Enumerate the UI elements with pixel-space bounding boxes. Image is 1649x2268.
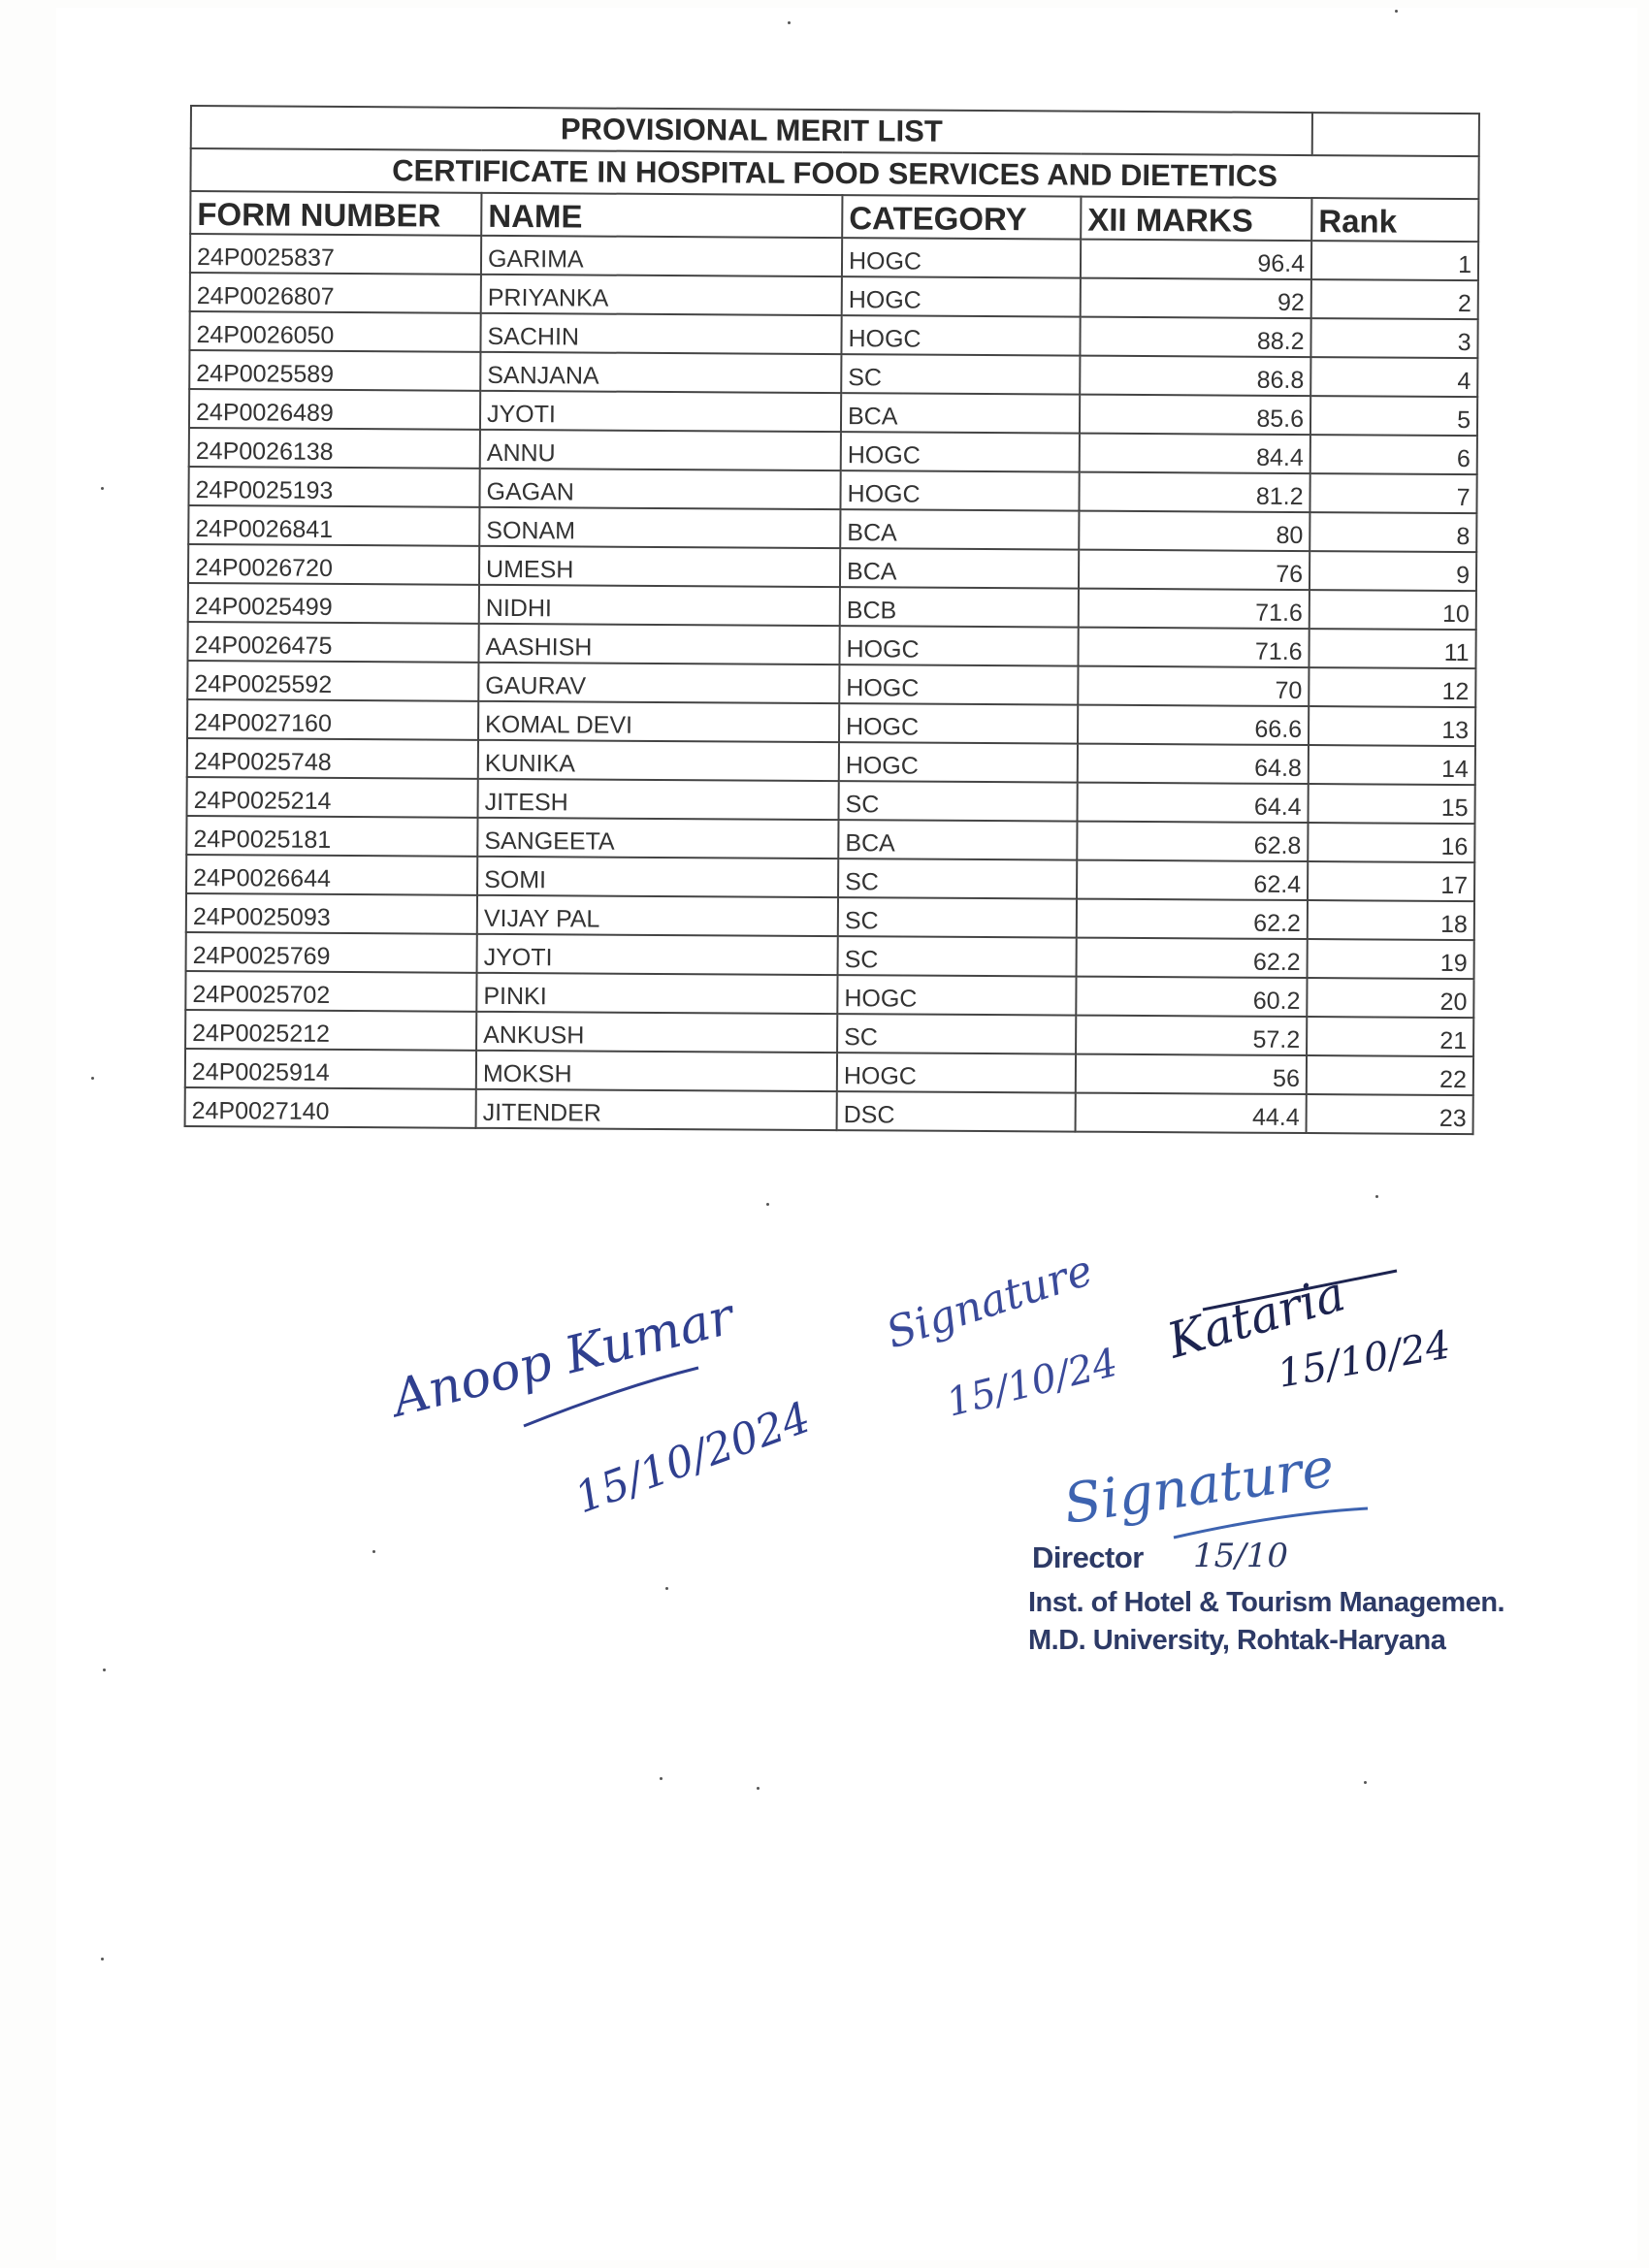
cell-rank: 23 [1307,1094,1473,1134]
cell-category: HOGC [839,664,1078,705]
header-xii-marks: XII MARKS [1081,197,1311,241]
cell-name: JYOTI [477,934,838,975]
cell-form-number: 24P0026138 [189,428,480,469]
cell-xii-marks: 81.2 [1079,472,1310,512]
scan-speck [766,1203,769,1206]
cell-xii-marks: 62.2 [1077,899,1308,939]
header-category: CATEGORY [842,195,1081,240]
cell-form-number: 24P0027160 [187,699,478,740]
cell-rank: 17 [1308,861,1474,901]
cell-category: SC [839,781,1078,822]
cell-xii-marks: 86.8 [1080,356,1310,396]
scan-speck [757,1787,760,1790]
scan-speck [1395,10,1398,13]
cell-category: BCA [840,509,1079,550]
cell-rank: 5 [1310,396,1477,436]
cell-category: HOGC [839,626,1078,666]
cell-rank: 14 [1309,745,1475,785]
cell-xii-marks: 64.8 [1078,744,1309,784]
header-form-number: FORM NUMBER [190,191,481,236]
cell-category: BCA [840,548,1079,589]
cell-category: HOGC [841,315,1080,356]
cell-name: MOKSH [476,1051,837,1091]
cell-name: ANNU [480,430,841,470]
scan-speck [101,487,104,490]
cell-rank: 12 [1309,667,1475,707]
cell-form-number: 24P0026489 [189,389,480,430]
cell-rank: 15 [1309,784,1475,824]
cell-rank: 21 [1307,1017,1473,1056]
cell-rank: 11 [1310,629,1476,668]
signature-3-date: 15/10/24 [1274,1322,1454,1397]
cell-form-number: 24P0025093 [186,893,477,934]
scan-speck [788,21,791,24]
cell-category: BCA [841,393,1080,434]
cell-xii-marks: 62.4 [1077,860,1308,900]
cell-form-number: 24P0026475 [187,622,478,663]
cell-category: DSC [837,1091,1076,1132]
cell-xii-marks: 96.4 [1081,240,1311,279]
cell-category: HOGC [842,276,1081,317]
cell-xii-marks: 44.4 [1076,1093,1307,1133]
cell-rank: 3 [1310,318,1477,358]
cell-rank: 22 [1307,1055,1473,1095]
cell-category: SC [838,936,1077,977]
cell-xii-marks: 76 [1079,550,1310,590]
cell-rank: 16 [1308,823,1474,862]
cell-name: AASHISH [478,624,839,664]
cell-name: SACHIN [480,313,841,354]
cell-category: HOGC [842,238,1081,278]
cell-category: SC [838,859,1077,899]
director-date: 15/10 [1193,1537,1288,1575]
cell-name: KUNIKA [478,740,839,781]
signature-3 [1160,1265,1453,1397]
cell-form-number: 24P0026050 [189,311,480,352]
cell-name: ANKUSH [476,1012,837,1053]
cell-form-number: 24P0026720 [188,544,479,585]
cell-rank: 7 [1310,473,1476,513]
cell-form-number: 24P0027140 [185,1087,476,1128]
stamp-institute: Inst. of Hotel & Tourism Managemen. [1028,1587,1505,1618]
cell-form-number: 24P0025592 [187,661,478,701]
scan-speck [1375,1195,1378,1198]
cell-category: HOGC [837,1053,1076,1093]
signature-2-date: 15/10/24 [942,1340,1122,1426]
cell-name: GAGAN [479,469,840,509]
cell-name: SANGEETA [477,818,838,859]
cell-name: VIJAY PAL [477,895,838,936]
signature-1-date: 15/10/2024 [568,1392,818,1524]
cell-name: SOMI [477,857,838,897]
cell-name: KOMAL DEVI [478,701,839,742]
director-stamp [1028,1540,1571,1657]
cell-form-number: 24P0025769 [186,932,477,973]
cell-form-number: 24P0025181 [186,816,477,857]
cell-xii-marks: 71.6 [1078,628,1309,667]
scan-speck [660,1777,663,1780]
cell-rank: 2 [1311,279,1478,319]
cell-category: HOGC [839,703,1078,744]
cell-form-number: 24P0025193 [188,467,479,507]
cell-name: SONAM [479,507,840,548]
cell-xii-marks: 66.6 [1078,705,1309,745]
cell-form-number: 24P0025837 [190,234,481,275]
signature-1 [383,1287,817,1524]
cell-xii-marks: 92 [1081,278,1311,318]
cell-category: BCA [838,820,1077,860]
cell-xii-marks: 62.8 [1077,822,1308,861]
cell-rank: 8 [1310,512,1476,552]
signature-4-name: Signature [1059,1436,1339,1537]
cell-form-number: 24P0025589 [189,350,480,391]
course-title: CERTIFICATE IN HOSPITAL FOOD SERVICES AND DIETETICS [190,148,1478,199]
cell-name: JITENDER [476,1089,837,1130]
cell-category: HOGC [841,432,1080,472]
cell-rank: 4 [1310,357,1477,397]
cell-xii-marks: 80 [1079,511,1310,551]
cell-xii-marks: 56 [1076,1054,1307,1094]
scan-speck [1364,1781,1367,1784]
cell-rank: 18 [1308,900,1474,940]
cell-rank: 9 [1310,551,1476,591]
cell-rank: 13 [1309,706,1475,746]
scan-speck [91,1077,94,1080]
cell-name: JYOTI [480,391,841,432]
cell-category: HOGC [840,470,1079,511]
scan-speck [372,1550,375,1553]
cell-name: GAURAV [478,663,839,703]
cell-category: SC [837,1014,1076,1054]
cell-form-number: 24P0025914 [185,1049,476,1089]
cell-form-number: 24P0025214 [187,777,478,818]
signature-2-name: Signature [880,1245,1099,1359]
cell-xii-marks: 85.6 [1080,395,1310,435]
cell-name: PINKI [476,973,837,1014]
cell-rank: 19 [1308,939,1474,979]
cell-category: SC [838,897,1077,938]
cell-rank: 6 [1310,435,1477,474]
cell-xii-marks: 64.4 [1078,783,1309,823]
cell-xii-marks: 88.2 [1080,317,1310,357]
cell-category: HOGC [839,742,1078,783]
signature-2 [881,1246,1122,1426]
cell-name: JITESH [478,779,839,820]
signature-3-name: Kataria [1161,1265,1351,1370]
cell-name: SANJANA [480,352,841,393]
cell-xii-marks: 70 [1078,666,1309,706]
header-rank: Rank [1311,198,1478,242]
cell-category: BCB [840,587,1079,628]
stamp-title: Director [1032,1540,1144,1574]
cell-xii-marks: 60.2 [1076,977,1307,1017]
cell-category: SC [841,354,1080,395]
scan-speck [103,1669,106,1671]
cell-name: GARIMA [481,236,842,276]
merit-list-title: PROVISIONAL MERIT LIST [191,106,1312,155]
cell-name: PRIYANKA [481,275,842,315]
cell-category: HOGC [837,975,1076,1016]
cell-form-number: 24P0025499 [188,583,479,624]
cell-rank: 10 [1310,590,1476,630]
scan-speck [665,1587,668,1590]
cell-name: NIDHI [479,585,840,626]
cell-xii-marks: 84.4 [1080,434,1310,473]
cell-xii-marks: 62.2 [1077,938,1308,978]
cell-name: UMESH [479,546,840,587]
signature-4 [1060,1437,1368,1538]
header-name: NAME [481,193,842,238]
signature-1-name: Anoop Kumar [386,1287,740,1429]
cell-form-number: 24P0025702 [185,971,476,1012]
cell-form-number: 24P0026841 [188,505,479,546]
cell-form-number: 24P0025212 [185,1010,476,1051]
cell-form-number: 24P0026644 [186,855,477,895]
cell-rank: 20 [1307,978,1473,1018]
cell-xii-marks: 57.2 [1076,1016,1307,1055]
cell-xii-marks: 71.6 [1079,589,1310,629]
stamp-university: M.D. University, Rohtak-Haryana [1028,1625,1446,1656]
cell-form-number: 24P0026807 [190,273,481,313]
cell-form-number: 24P0025748 [187,738,478,779]
cell-rank: 1 [1311,241,1478,280]
scan-speck [101,1958,104,1960]
